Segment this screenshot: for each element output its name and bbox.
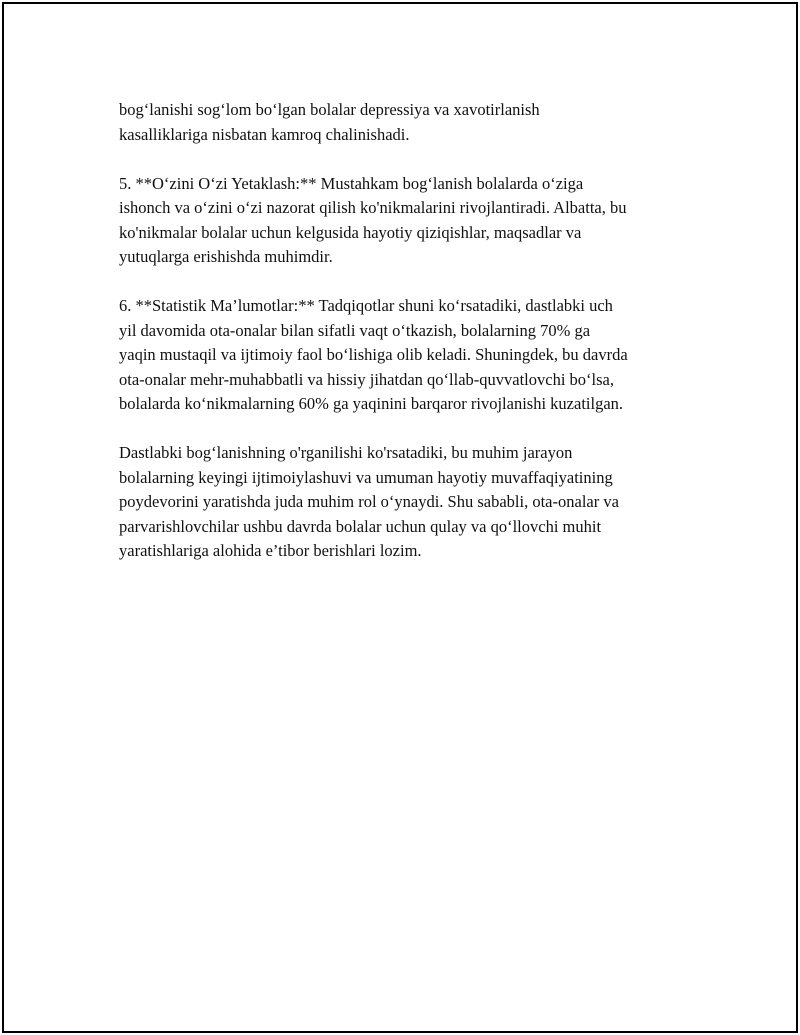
text-line: 5. **O‘zini O‘zi Yetaklash:** Mustahkam bog‘lanish bolalarda o‘ziga: [119, 173, 584, 193]
paragraph-item-5: [119, 172, 694, 270]
text-line: yaqin mustaqil va ijtimoiy faol bo‘lishiga olib keladi. Shuningdek, bu davrda: [119, 345, 628, 364]
paragraph-conclusion: [119, 441, 694, 564]
text-line: poydevorini yaratishda juda muhim rol o‘ynaydi. Shu sababli, ota-onalar va: [119, 492, 619, 511]
text-line: bolalarda ko‘nikmalarning 60% ga yaqinini barqaror rivojlanishi kuzatilgan.: [119, 394, 624, 413]
text-line: yil davomida ota-onalar bilan sifatli vaqt o‘tkazish, bolalarning 70% ga: [119, 320, 591, 340]
text-line: Dastlabki bog‘lanishning o'rganilishi ko'rsatadiki, bu muhim jarayon: [119, 443, 573, 462]
text-line: ota-onalar mehr-muhabbatli va hissiy jihatdan qo‘llab-quvvatlovchi bo‘lsa,: [119, 369, 614, 389]
text-line: kasalliklariga nisbatan kamroq chalinishadi.: [119, 124, 410, 144]
text-line: parvarishlovchilar ushbu davrda bolalar uchun qulay va qo‘llovchi muhit: [119, 516, 602, 536]
document-body: [119, 98, 694, 588]
text-line: yaratishlariga alohida e’tibor berishlari lozim.: [119, 541, 422, 560]
text-line: bog‘lanishi sog‘lom bo‘lgan bolalar depressiya va xavotirlanish: [119, 100, 540, 119]
text-line: yutuqlarga erishishda muhimdir.: [119, 247, 333, 266]
text-line: ishonch va o‘zini o‘zi nazorat qilish ko'nikmalarini rivojlantiradi. Albatta, bu: [119, 198, 627, 217]
text-line: bolalarning keyingi ijtimoiylashuvi va umuman hayotiy muvaffaqiyatining: [119, 467, 613, 487]
paragraph-continuation: [119, 98, 694, 147]
text-line: ko'nikmalar bolalar uchun kelgusida hayotiy qiziqishlar, maqsadlar va: [119, 222, 582, 242]
paragraph-item-6: [119, 294, 694, 417]
text-line: 6. **Statistik Ma’lumotlar:** Tadqiqotlar shuni ko‘rsatadiki, dastlabki uch: [119, 296, 613, 315]
document-page: [2, 2, 798, 1033]
